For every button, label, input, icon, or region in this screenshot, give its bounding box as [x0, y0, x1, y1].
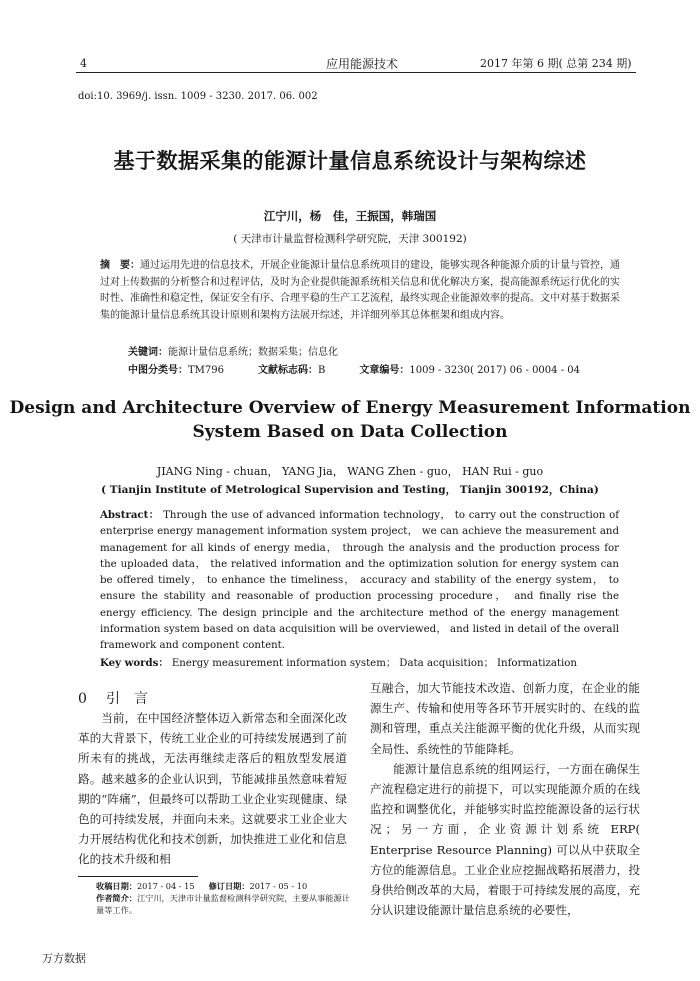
chinese-abstract — [100, 258, 620, 324]
english-authors: JIANG Ning - chuan， YANG Jia， WANG Zhen - guo， HAN Rui - guo — [156, 465, 544, 478]
chinese-abstract-label: 摘 要： — [100, 260, 140, 271]
body-paragraph: 互融合，加大节能技术改造、创新力度，在企业的能源生产、传输和使用等各环节开展实时的、在线的监测和管理，重点关注能源平衡的优化升级，从而实现全局性、系统性的节能降耗。 — [370, 681, 640, 756]
english-title: Design and Architecture Overview of Energy Measurement Information System Based on Data Collection — [9, 398, 691, 442]
english-affiliation: ( Tianjin Institute of Metrological Supervision and Testing， Tianjin 300192，China) — [101, 484, 599, 496]
page-number: 4 — [80, 57, 87, 70]
doc-code-label: 文献标志码： — [258, 365, 318, 376]
clc-label: 中图分类号： — [128, 365, 188, 376]
body-paragraph: 当前，在中国经济整体迈入新常态和全面深化改革的大背景下，传统工业企业的可持续发展遇到了前所未有的挑战，无法再继续走落后的粗放型发展道路。越来越多的企业认识到，节能减排虽然意味着短期的“阵痛”，但最终可以帮助工业企业实现健康、绿色的可持续发展，并面向未来。这就要求工业企业大力开展结构优化和技术创新，加快推进工业化和信息化的技术升级和相 — [78, 711, 347, 867]
footnote-author — [96, 892, 351, 916]
footnote — [96, 880, 351, 916]
footnote-rule — [78, 876, 198, 877]
english-abstract-text: Through the use of advanced information technology， to carry out the construction of enterprise energy management information system project， we can achieve the measurement and management for all kinds of energy media， through the analysis and the production process for the uploaded data， the relatived information and the optimization solution for energy system can be offered timely， to enhance the timeliness， accuracy and stability of the energy system， to ensure the stability and reasonable of production processing procedure， and finally rise the energy efficiency. The design principle and the architecture method of the energy management information system based on data acquisition will be overviewed， and listed in detail of the overall framework and component content. — [100, 510, 619, 652]
body-paragraph: 能源计量信息系统的组网运行，一方面在确保生产流程稳定进行的前提下，可以实现能源介质的在线监控和调整优化，并能够实时监控能源设备的运行状况；另一方面，企业资源计划系统 ERP( Enterprise Resource Planning) 可以从中获取全方位的能源信息。工业企业应挖掘战略拓展潜力，投身供给侧改革的大局，着眼于可持续发展的高度，充分认识建设能源计量信息系统的必要性， — [370, 761, 640, 918]
revised-date: 2017 - 05 - 10 — [249, 881, 308, 891]
author-bio: 江宁川，天津市计量监督检测科学研究院，主要从事能源计量等工作。 — [96, 893, 350, 915]
author-bio-label: 作者简介： — [96, 893, 137, 903]
chinese-abstract-text: 通过运用先进的信息技术，开展企业能源计量信息系统项目的建设，能够实现各种能源介质的计量与管控，通过对上传数据的分析整合和过程评估，及时为企业提供能源系统相关信息和优化解决方案，提高能源系统运行优化的实时性、准确性和稳定性，保证安全有序、合理平稳的生产工艺流程，最终实现企业能源效率的提高。文中对基于数据采集的能源计量信息系统其设计原则和架构方法展开综述，并详细列举其总体框架和组成内容。 — [100, 260, 620, 321]
received-date: 2017 - 04 - 15 — [136, 881, 195, 891]
section-title: 引 言 — [106, 691, 148, 707]
chinese-authors: 江宁川，杨 佳，王振国，韩瑞国 — [263, 209, 437, 223]
section-number: 0 — [78, 691, 87, 707]
chinese-keywords-label: 关键词： — [128, 347, 168, 358]
clc-value: TM796 — [188, 365, 224, 376]
english-abstract — [100, 507, 619, 655]
article-no-value: 1009 - 3230( 2017) 06 - 0004 - 04 — [409, 365, 580, 376]
footnote-dates — [96, 880, 351, 892]
watermark: 万方数据 — [42, 952, 86, 965]
chinese-keywords-text: 能源计量信息系统；数据采集；信息化 — [168, 347, 338, 358]
english-abstract-label: Abstract： — [100, 509, 160, 521]
section-heading — [78, 688, 148, 708]
chinese-affiliation: ( 天津市计量监督检测科学研究院，天津 300192) — [233, 233, 467, 245]
issue-info: 2017 年第 6 期( 总第 234 期) — [480, 57, 632, 70]
doc-code-value: B — [318, 365, 326, 376]
english-keywords — [100, 654, 619, 669]
doi[interactable]: doi:10. 3969/j. issn. 1009 - 3230. 2017. 06. 002 — [78, 91, 318, 102]
article-no-label: 文章编号： — [359, 365, 410, 376]
body-column-left — [78, 708, 347, 870]
received-label: 收稿日期： — [96, 881, 137, 891]
body-column-right — [370, 678, 640, 920]
classification-line — [128, 361, 580, 376]
chinese-title: 基于数据采集的能源计量信息系统设计与架构综述 — [113, 148, 587, 173]
revised-label: 修订日期： — [208, 881, 250, 891]
chinese-keywords — [128, 343, 338, 358]
english-keywords-label: Key words： — [100, 657, 169, 669]
header-rule — [76, 72, 636, 73]
journal-name: 应用能源技术 — [326, 57, 399, 71]
english-keywords-text: Energy measurement information system； Data acquisition； Informatization — [171, 658, 577, 669]
